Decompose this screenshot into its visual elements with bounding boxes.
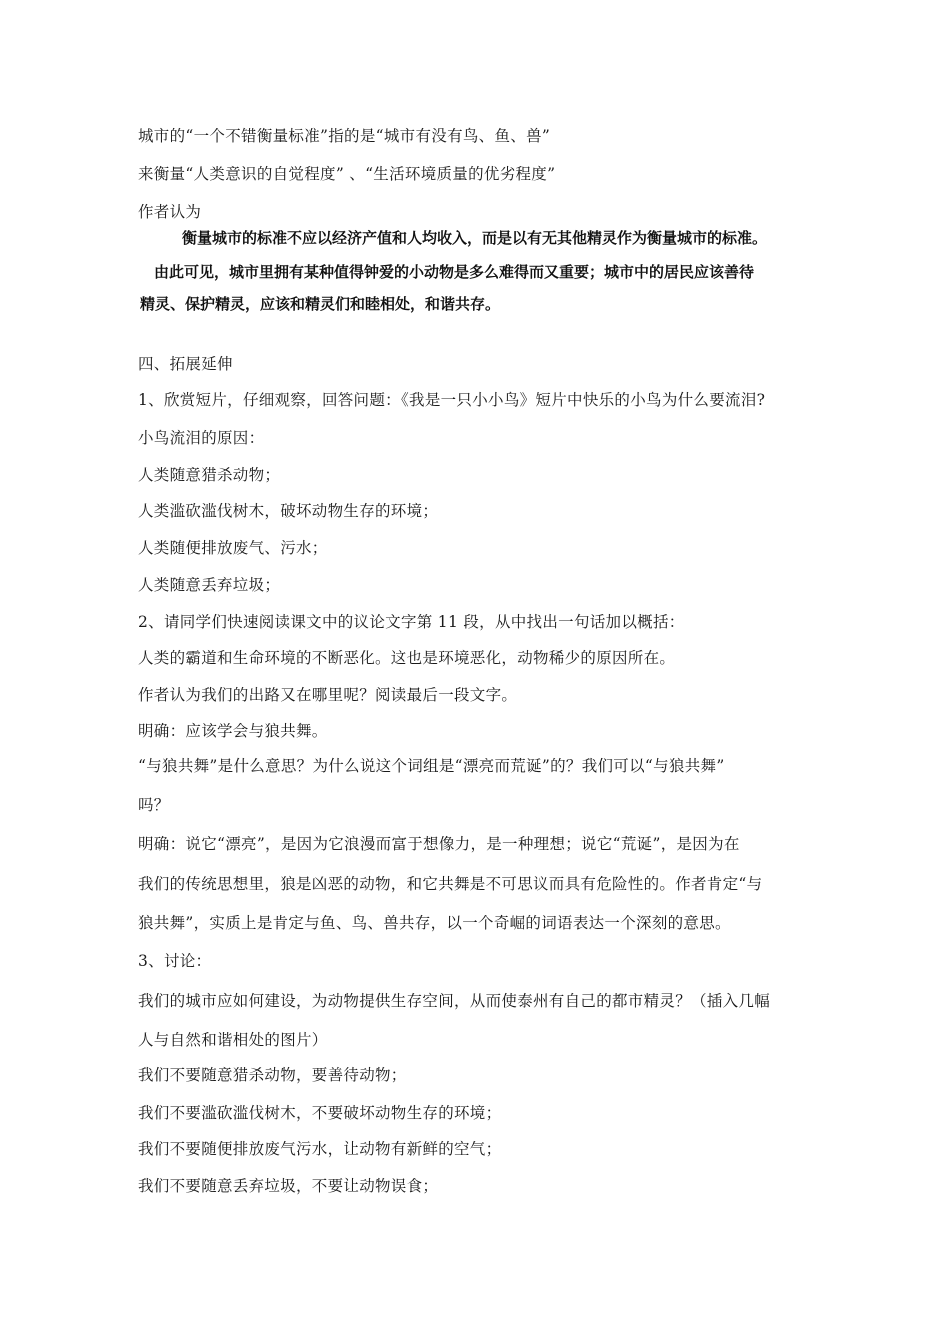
text-line: 3、讨论：	[138, 952, 212, 970]
text-line: 城市的“一个不错衡量标准”指的是“城市有没有鸟、鱼、兽”	[138, 127, 551, 145]
text-line: 作者认为我们的出路又在哪里呢？阅读最后一段文字。	[138, 686, 518, 704]
text-line: 来衡量“人类意识的自觉程度” 、“生活环境质量的优劣程度”	[138, 165, 556, 183]
text-line: 我们不要随便排放废气污水，让动物有新鲜的空气；	[138, 1140, 502, 1158]
text-line: 狼共舞”，实质上是肯定与鱼、鸟、兽共存，以一个奇崛的词语表达一个深刻的意思。	[138, 914, 731, 932]
text-line: “与狼共舞”是什么意思？为什么说这个词组是“漂亮而荒诞”的？我们可以“与狼共舞”	[138, 757, 725, 775]
image-text-line: 衡量城市的标准不应以经济产值和人均收入，而是以有无其他精灵作为衡量城市的标准。	[182, 229, 768, 247]
text-line: 吗？	[138, 796, 170, 814]
text-line: 明确：应该学会与狼共舞。	[138, 722, 328, 740]
text-line: 明确：说它“漂亮”，是因为它浪漫而富于想像力，是一种理想；说它“荒诞”，是因为在	[138, 835, 740, 853]
section-heading: 四、拓展延伸	[138, 355, 233, 373]
image-text-line: 由此可见，城市里拥有某种值得钟爱的小动物是多么难得而又重要；城市中的居民应该善待	[154, 263, 755, 281]
text-line: 1、欣赏短片，仔细观察，回答问题：《我是一只小小鸟》短片中快乐的小鸟为什么要流泪?	[138, 391, 766, 409]
text-line: 人与自然和谐相处的图片）	[138, 1031, 328, 1049]
text-line: 我们的传统思想里，狼是凶恶的动物，和它共舞是不可思议而具有危险性的。作者肯定“与	[138, 875, 763, 893]
text-line: 人类的霸道和生命环境的不断恶化。这也是环境恶化，动物稀少的原因所在。	[138, 649, 676, 667]
text-line: 2、请同学们快速阅读课文中的议论文字第 11 段，从中找出一句话加以概括：	[138, 613, 685, 631]
image-text-line: 精灵、保护精灵，应该和精灵们和睦相处，和谐共存。	[140, 295, 501, 313]
text-line: 作者认为	[138, 203, 202, 221]
text-line: 人类随意丢弃垃圾；	[138, 576, 281, 594]
text-line: 人类滥砍滥伐树木，破坏动物生存的环境；	[138, 502, 439, 520]
quoted-image-block	[140, 222, 830, 320]
text-line: 小鸟流泪的原因：	[138, 429, 265, 447]
text-line: 我们的城市应如何建设，为动物提供生存空间，从而使泰州有自己的都市精灵？（插入几幅	[138, 992, 771, 1010]
text-line: 我们不要随意猎杀动物，要善待动物；	[138, 1066, 407, 1084]
text-line: 我们不要滥砍滥伐树木，不要破坏动物生存的环境；	[138, 1104, 502, 1122]
text-line: 我们不要随意丢弃垃圾，不要让动物误食；	[138, 1177, 439, 1195]
text-line: 人类随便排放废气、污水；	[138, 539, 328, 557]
text-line: 人类随意猎杀动物；	[138, 466, 281, 484]
